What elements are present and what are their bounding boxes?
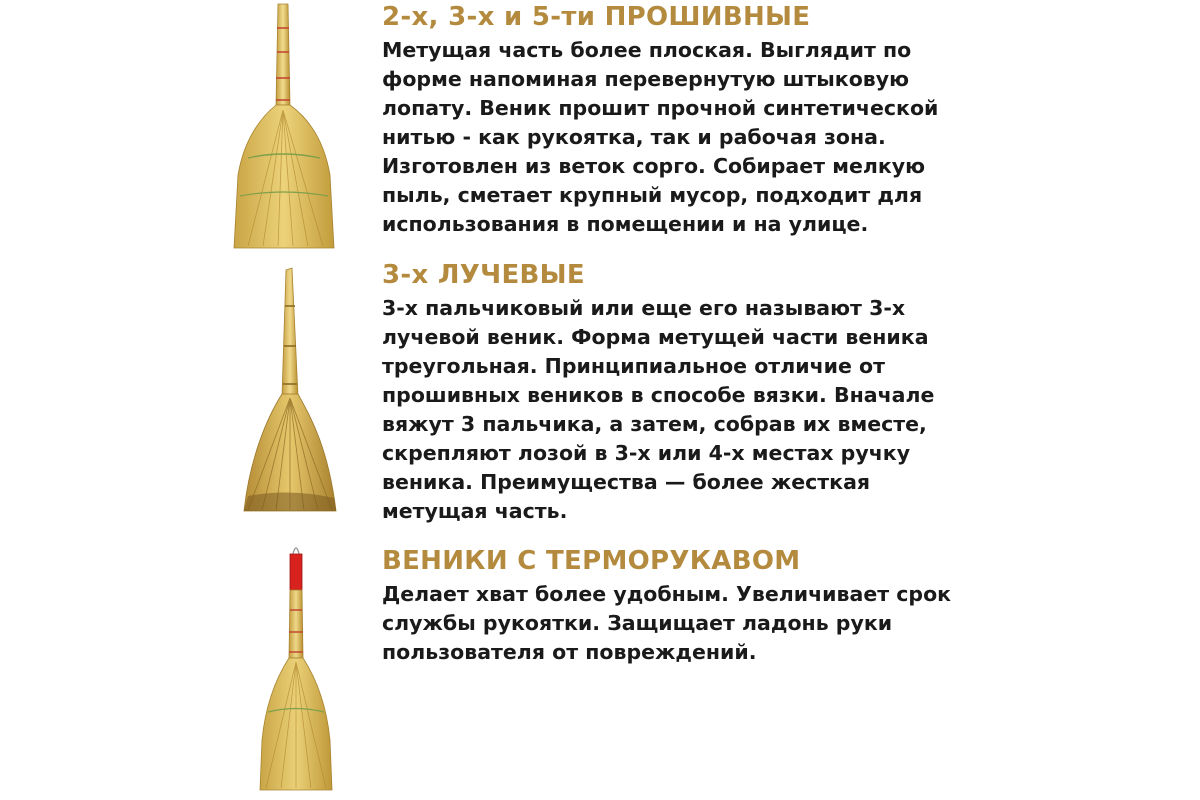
- description-line: Метущая часть более плоская. Выглядит по: [382, 38, 912, 62]
- section-three-finger-text: [382, 260, 982, 526]
- description-line: Изготовлен из веток сорго. Собирает мелкую: [382, 154, 926, 178]
- description-line: лопату. Веник прошит прочной синтетической: [382, 96, 939, 120]
- description-line: нитью - как рукоятка, так и рабочая зона.: [382, 125, 886, 149]
- description-line: 3-х пальчиковый или еще его называют 3-х: [382, 296, 906, 320]
- section-heading: 3-х ЛУЧЕВЫЕ: [382, 260, 585, 290]
- description-line: пользователя от повреждений.: [382, 640, 757, 664]
- section-sewn-text: [382, 2, 982, 239]
- section-description: [382, 580, 982, 667]
- description-line: пыль, сметает крупный мусор, подходит для: [382, 183, 923, 207]
- description-line: Делает хват более удобным. Увеличивает срок: [382, 582, 952, 606]
- description-line: лучевой веник. Форма метущей части веника: [382, 325, 929, 349]
- heat-sleeve-broom-icon: [256, 540, 336, 795]
- sewn-broom-icon: [228, 0, 340, 255]
- section-heading: ВЕНИКИ С ТЕРМОРУКАВОМ: [382, 546, 801, 576]
- section-description: [382, 294, 982, 526]
- section-heat-sleeve-text: [382, 546, 982, 667]
- description-line: треугольная. Принципиальное отличие от: [382, 354, 886, 378]
- description-line: метущая часть.: [382, 499, 568, 523]
- description-line: скрепляют лозой в 3-х или 4-х местах ручку: [382, 441, 911, 465]
- description-line: службы рукоятки. Защищает ладонь руки: [382, 611, 893, 635]
- description-line: прошивных веников в способе вязки. Вначале: [382, 383, 935, 407]
- description-line: вяжут 3 пальчика, а затем, собрав их вместе,: [382, 412, 927, 436]
- section-heading: 2-х, 3-х и 5-ти ПРОШИВНЫЕ: [382, 2, 811, 32]
- description-line: форме напоминая перевернутую штыковую: [382, 67, 910, 91]
- description-line: веника. Преимущества — более жесткая: [382, 470, 871, 494]
- description-line: использования в помещении и на улице.: [382, 212, 869, 236]
- section-description: [382, 36, 982, 239]
- three-finger-broom-icon: [240, 266, 340, 516]
